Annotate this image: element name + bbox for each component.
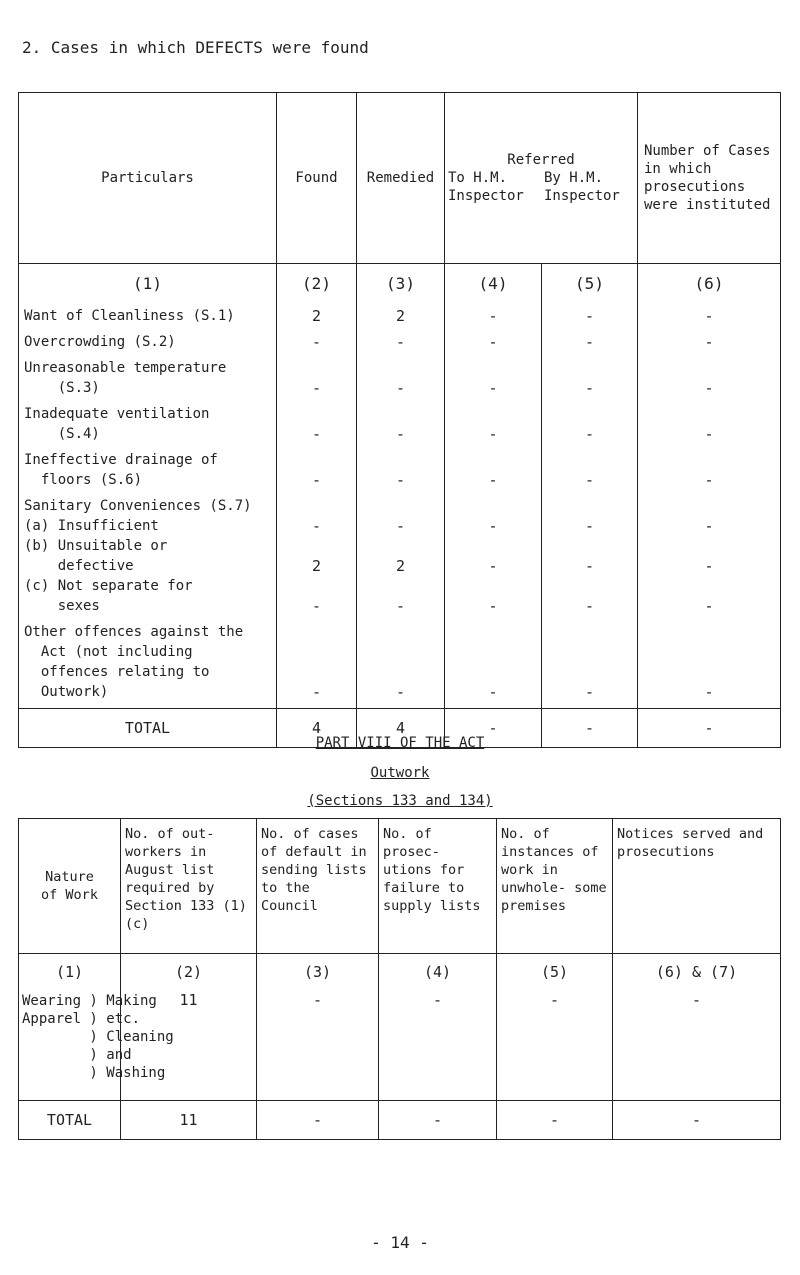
section-heading: 2. Cases in which DEFECTS were found: [22, 38, 369, 57]
particulars-row: [24, 332, 272, 352]
particulars-line: Ineffective drainage of: [24, 452, 218, 468]
page-number: - 14 -: [371, 1233, 429, 1252]
pros-value: -: [704, 683, 714, 701]
total-to-inspector: -: [445, 709, 542, 748]
particulars-line: Inadequate ventilation: [24, 406, 210, 422]
pros-value: -: [704, 379, 714, 397]
total-label: TOTAL: [19, 709, 277, 748]
found-value: -: [311, 333, 322, 351]
default-value: -: [312, 991, 323, 1009]
header-by-hm-inspector: By H.M. Inspector: [544, 170, 620, 204]
col-number: (4): [379, 954, 497, 991]
pros-value: -: [704, 557, 714, 575]
remedied-value: -: [395, 379, 406, 397]
remedied-value: -: [395, 333, 406, 351]
default-cell: [257, 990, 379, 1101]
total-instances: -: [497, 1101, 613, 1140]
header-outworkers: No. of out-workers in August list required by Section 133 (1)(c): [121, 819, 257, 954]
col-number: (2): [121, 954, 257, 991]
particulars-line: sexes: [24, 598, 100, 614]
remedied-value: -: [395, 425, 406, 443]
instances-cell: [497, 990, 613, 1101]
total-prosecutions: -: [638, 709, 781, 748]
col-number: (5): [542, 264, 638, 303]
found-cell: [277, 302, 357, 709]
by-value: -: [584, 683, 595, 701]
to-inspector-cell: [445, 302, 542, 709]
by-inspector-cell: [542, 302, 638, 709]
instances-value: -: [549, 991, 560, 1009]
particulars-line: Act (not including: [24, 644, 193, 660]
notices-cell: [613, 990, 781, 1101]
total-prosecutions: -: [379, 1101, 497, 1140]
total-label: TOTAL: [19, 1101, 121, 1140]
total-found: 4: [277, 709, 357, 748]
col-number: (2): [277, 264, 357, 303]
total-default: -: [257, 1101, 379, 1140]
particulars-row: [24, 404, 272, 444]
by-value: -: [584, 333, 595, 351]
remedied-value: 2: [395, 557, 406, 575]
header-remedied: Remedied: [357, 93, 445, 264]
remedied-value: -: [395, 517, 406, 535]
to-value: -: [488, 307, 498, 325]
pros-value: -: [704, 307, 714, 325]
header-nature-of-work: [19, 819, 121, 954]
particulars-line: Want of Cleanliness (S.1): [24, 308, 235, 324]
col-number: (6): [638, 264, 781, 303]
work-line: Wearing ) Making: [22, 993, 157, 1009]
work-line: ) and: [22, 1047, 132, 1063]
particulars-row: [24, 536, 272, 576]
remedied-value: -: [395, 683, 406, 701]
particulars-row: [24, 496, 272, 536]
col-number: (3): [257, 954, 379, 991]
found-value: 2: [311, 557, 322, 575]
found-value: -: [311, 379, 322, 397]
defects-body-row: [19, 302, 781, 709]
header-prosecutions-lists: No. of prosec- utions for failure to supply lists: [379, 819, 497, 954]
pros-value: -: [704, 471, 714, 489]
work-line: ) Washing: [22, 1065, 166, 1081]
prosecutions-cell: [638, 302, 781, 709]
total-notices: -: [613, 1101, 781, 1140]
col-number: (4): [445, 264, 542, 303]
outwork-table: [18, 818, 781, 1140]
header-referred: [445, 93, 638, 264]
col-number: (1): [19, 954, 121, 991]
prosecutions-value: -: [432, 991, 443, 1009]
to-value: -: [488, 333, 498, 351]
by-value: -: [584, 307, 595, 325]
particulars-line: (a) Insufficient: [24, 518, 159, 534]
header-notices: Notices served and prosecutions: [613, 819, 781, 954]
outwork-column-number-row: [19, 954, 781, 991]
particulars-row: [24, 622, 272, 702]
col-number: (5): [497, 954, 613, 991]
particulars-line: (S.4): [24, 426, 100, 442]
by-value: -: [584, 379, 595, 397]
particulars-line: Other offences against the: [24, 624, 244, 640]
found-value: -: [311, 425, 322, 443]
to-value: -: [488, 379, 498, 397]
to-value: -: [488, 425, 498, 443]
header-default: No. of cases of default in sending lists to the Council: [257, 819, 379, 954]
particulars-line: Outwork): [24, 684, 109, 700]
particulars-line: (b) Unsuitable or: [24, 538, 168, 554]
remedied-value: -: [395, 471, 406, 489]
col-number: (3): [357, 264, 445, 303]
found-value: -: [311, 471, 322, 489]
to-value: -: [488, 471, 498, 489]
to-value: -: [488, 517, 498, 535]
found-value: -: [311, 517, 322, 535]
prosecutions-cell: [379, 990, 497, 1101]
defects-header-row: [19, 93, 781, 264]
particulars-cell: [19, 302, 277, 709]
work-list: [19, 990, 174, 1082]
by-value: -: [584, 425, 595, 443]
defects-table: [18, 92, 781, 748]
pros-value: -: [704, 425, 714, 443]
header-instances: No. of instances of work in unwhole- some premises: [497, 819, 613, 954]
particulars-line: floors (S.6): [24, 472, 143, 488]
remedied-value: 2: [395, 307, 406, 325]
header-found: Found: [277, 93, 357, 264]
particulars-row: [24, 358, 272, 398]
particulars-line: offences relating to: [24, 664, 210, 680]
outworkers-value: 11: [179, 991, 198, 1009]
part-title: PART VIII OF THE ACT: [315, 735, 485, 751]
particulars-row: [24, 306, 272, 326]
work-line: Apparel ) etc.: [22, 1011, 141, 1027]
outwork-title: Outwork: [370, 765, 430, 781]
particulars-line: Overcrowding (S.2): [24, 334, 176, 350]
by-value: -: [584, 557, 595, 575]
header-nature-text: Nature of Work: [41, 869, 98, 903]
header-referred-title: Referred: [507, 152, 575, 168]
by-value: -: [584, 517, 595, 535]
particulars-line: Sanitary Conveniences (S.7): [24, 498, 252, 514]
particulars-line: (S.3): [24, 380, 100, 396]
total-by-inspector: -: [542, 709, 638, 748]
to-value: -: [488, 597, 498, 615]
to-value: -: [488, 683, 498, 701]
sections-title: (Sections 133 and 134): [307, 793, 493, 809]
column-number-row: [19, 264, 781, 303]
pros-value: -: [704, 597, 714, 615]
found-value: 2: [311, 307, 322, 325]
notices-value: -: [691, 991, 702, 1009]
outwork-body-row: [19, 990, 781, 1101]
outwork-header-row: [19, 819, 781, 954]
remedied-value: -: [395, 597, 406, 615]
found-value: -: [311, 597, 322, 615]
found-value: -: [311, 683, 322, 701]
by-value: -: [584, 471, 595, 489]
header-particulars: Particulars: [19, 93, 277, 264]
work-line: ) Cleaning: [22, 1029, 174, 1045]
outwork-total-row: [19, 1101, 781, 1140]
to-value: -: [488, 557, 498, 575]
header-to-hm-inspector: To H.M. Inspector: [448, 170, 524, 204]
col-number: (1): [19, 264, 277, 303]
by-value: -: [584, 597, 595, 615]
remedied-cell: [357, 302, 445, 709]
total-outworkers: 11: [121, 1101, 257, 1140]
particulars-line: Unreasonable temperature: [24, 360, 227, 376]
particulars-line: defective: [24, 558, 134, 574]
pros-value: -: [704, 517, 714, 535]
header-prosecutions: Number of Cases in which prosecutions were instituted: [638, 93, 781, 264]
particulars-row: [24, 576, 272, 616]
nature-of-work-cell: [19, 990, 174, 1101]
total-remedied: 4: [357, 709, 445, 748]
pros-value: -: [704, 333, 714, 351]
particulars-line: (c) Not separate for: [24, 578, 193, 594]
col-number: (6) & (7): [613, 954, 781, 991]
particulars-row: [24, 450, 272, 490]
